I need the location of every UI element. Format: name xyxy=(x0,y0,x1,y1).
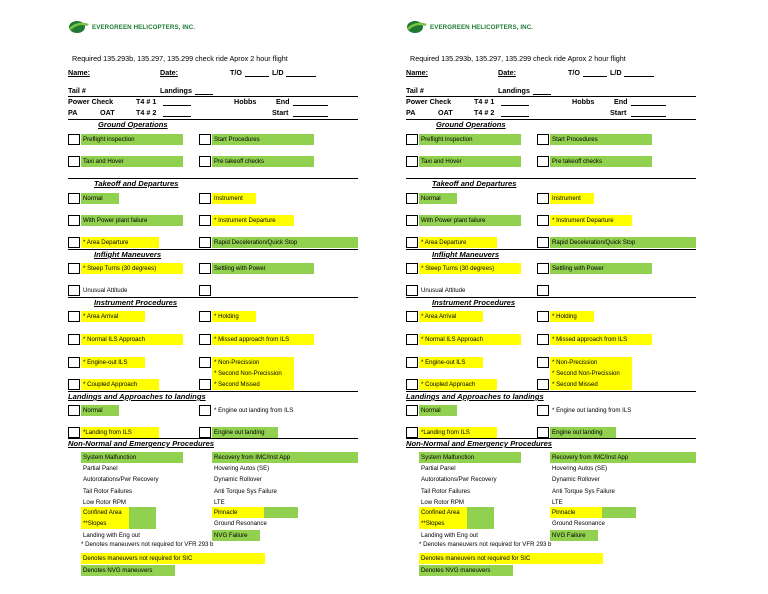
section-landings: Landings and Approaches to landings xyxy=(68,392,206,401)
checkbox-landing-ils[interactable] xyxy=(68,427,80,438)
pinnacle-green-block xyxy=(602,507,636,518)
t4-1-field[interactable] xyxy=(163,105,191,106)
date-label: Date: xyxy=(498,68,516,77)
takeoff-field[interactable] xyxy=(245,76,269,77)
item-dynamic-rollover: Dynamic Rollover xyxy=(214,476,262,483)
t4-1-field[interactable] xyxy=(501,105,529,106)
item-second-non-precision: * Second Non-Precission xyxy=(550,368,632,379)
item-taxi: Taxi and Hover xyxy=(81,156,183,167)
checkbox-engine-out-landing[interactable] xyxy=(537,427,549,438)
t4-2-label: T4 # 2 xyxy=(136,108,157,117)
item-engine-out-landing-ils: * Engine out landing from ILS xyxy=(214,407,294,414)
checkride-form-right xyxy=(406,16,696,578)
checkbox-coupled-approach[interactable] xyxy=(68,379,80,390)
hobbs-start-label: Start xyxy=(610,108,627,117)
item-landing-ils: *Landing from ILS xyxy=(81,427,159,438)
power-check-label: Power Check xyxy=(68,97,114,106)
item-hovering-autos: Hovering Autos (SE) xyxy=(552,465,608,472)
section-takeoff: Takeoff and Departures xyxy=(94,179,179,188)
item-pinnacle: Pinnacle xyxy=(550,507,602,518)
pa-label: PA xyxy=(406,108,416,117)
checkbox-settling[interactable] xyxy=(199,263,211,274)
item-area-arrival: * Area Arrival xyxy=(419,311,483,322)
item-taxi: Taxi and Hover xyxy=(419,156,521,167)
item-unusual-attitude: Unusual Attitude xyxy=(83,287,128,294)
checkbox-normal-takeoff[interactable] xyxy=(68,193,80,204)
checkbox-preflight[interactable] xyxy=(68,134,80,145)
item-landing-ils: *Landing from ILS xyxy=(419,427,497,438)
item-landing-eng-out: Landing with Eng out xyxy=(421,532,478,539)
confined-slopes-green-block xyxy=(129,507,156,529)
section-inflight: Inflight Maneuvers xyxy=(432,250,500,259)
requirement-line: Required 135.293b, 135.297, 135.299 check ride Aprox 2 hour flight xyxy=(72,54,288,63)
checkbox-engine-out-ils[interactable] xyxy=(406,357,418,368)
legend-vfr: * Denotes maneuvers not required for VFR 293 b xyxy=(419,541,552,548)
checkbox-steep-turns[interactable] xyxy=(406,263,418,274)
item-instrument-takeoff: Instrument xyxy=(550,193,594,204)
checkbox-area-departure[interactable] xyxy=(406,237,418,248)
item-rapid-deceleration: Rapid Deceleration/Quick Stop xyxy=(212,237,358,248)
evergreen-logo-icon xyxy=(68,18,90,36)
checkbox-instrument-departure[interactable] xyxy=(199,215,211,226)
checkbox-area-arrival[interactable] xyxy=(68,311,80,322)
landing-field[interactable] xyxy=(286,76,316,77)
hobbs-end-label: End xyxy=(276,97,290,106)
landing-field[interactable] xyxy=(624,76,654,77)
hobbs-label: Hobbs xyxy=(234,97,257,106)
item-power-plant-failure: With Power plant failure xyxy=(81,215,183,226)
item-pinnacle: Pinnacle xyxy=(212,507,264,518)
item-steep-turns: * Steep Turns (30 degrees) xyxy=(419,263,521,274)
section-instrument: Instrument Procedures xyxy=(94,298,178,307)
section-inflight: Inflight Maneuvers xyxy=(94,250,162,259)
checkbox-normal-takeoff[interactable] xyxy=(406,193,418,204)
checkbox-holding[interactable] xyxy=(199,311,211,322)
hobbs-start-field[interactable] xyxy=(631,116,666,117)
item-settling: Settling with Power xyxy=(212,263,314,274)
item-normal-takeoff: Normal xyxy=(81,193,119,204)
company-name: EVERGREEN HELICOPTERS, INC. xyxy=(92,24,196,31)
checkbox-normal-landing[interactable] xyxy=(68,405,80,416)
item-non-precision: * Non-Precission xyxy=(550,357,632,368)
checkbox-instrument-takeoff[interactable] xyxy=(537,193,549,204)
item-pretakeoff: Pre takeoff checks xyxy=(212,156,314,167)
item-holding: * Holding xyxy=(550,311,594,322)
section-landings: Landings and Approaches to landings xyxy=(406,392,544,401)
oat-label: OAT xyxy=(100,108,115,117)
checkbox-area-arrival[interactable] xyxy=(406,311,418,322)
checkbox-engine-out-landing[interactable] xyxy=(199,427,211,438)
item-instrument-takeoff: Instrument xyxy=(212,193,256,204)
item-coupled-approach: * Coupled Approach xyxy=(81,379,159,390)
checkbox-normal-landing[interactable] xyxy=(406,405,418,416)
checkbox-blank[interactable] xyxy=(537,285,549,296)
checkbox-taxi[interactable] xyxy=(68,156,80,167)
item-settling: Settling with Power xyxy=(550,263,652,274)
item-slopes: **Slopes xyxy=(81,518,129,529)
hobbs-end-field[interactable] xyxy=(293,105,328,106)
item-non-precision: * Non-Precission xyxy=(212,357,294,368)
legend-nvg: Denotes NVG maneuvers xyxy=(419,565,513,576)
item-lte: LTE xyxy=(552,499,563,506)
item-steep-turns: * Steep Turns (30 degrees) xyxy=(81,263,183,274)
item-missed-ils: * Missed approach from ILS xyxy=(550,334,652,345)
checkbox-blank[interactable] xyxy=(199,285,211,296)
item-engine-out-ils: * Engine-out ILS xyxy=(419,357,483,368)
item-engine-out-landing-ils: * Engine out landing from ILS xyxy=(552,407,632,414)
item-partial-panel: Partial Panel xyxy=(83,465,118,472)
item-system-malfunction: System Malfunction xyxy=(81,452,183,463)
landings-field[interactable] xyxy=(195,94,213,95)
takeoff-label: T/O xyxy=(230,68,242,77)
checkbox-engine-out-landing-ils[interactable] xyxy=(537,405,549,416)
item-area-departure: * Area Departure xyxy=(81,237,159,248)
t4-2-field[interactable] xyxy=(501,116,529,117)
checkbox-pretakeoff[interactable] xyxy=(537,156,549,167)
item-preflight: Preflight inspection xyxy=(81,134,183,145)
requirement-line: Required 135.293b, 135.297, 135.299 check ride Aprox 2 hour flight xyxy=(410,54,626,63)
checkbox-non-precision[interactable] xyxy=(537,357,549,368)
section-emergency: Non-Normal and Emergency Procedures xyxy=(406,439,553,448)
checkbox-pretakeoff[interactable] xyxy=(199,156,211,167)
checkbox-start-procedures[interactable] xyxy=(199,134,211,145)
hobbs-end-field[interactable] xyxy=(631,105,666,106)
checkbox-coupled-approach[interactable] xyxy=(406,379,418,390)
item-partial-panel: Partial Panel xyxy=(421,465,456,472)
checkbox-power-plant-failure[interactable] xyxy=(406,215,418,226)
item-holding: * Holding xyxy=(212,311,256,322)
item-rapid-deceleration: Rapid Deceleration/Quick Stop xyxy=(550,237,696,248)
checkbox-taxi[interactable] xyxy=(406,156,418,167)
name-label: Name: xyxy=(406,68,428,77)
t4-2-field[interactable] xyxy=(163,116,191,117)
item-low-rotor-rpm: Low Rotor RPM xyxy=(83,499,127,506)
checkbox-holding[interactable] xyxy=(537,311,549,322)
item-pretakeoff: Pre takeoff checks xyxy=(550,156,652,167)
item-second-missed: * Second Missed xyxy=(212,379,294,390)
checkbox-missed-ils[interactable] xyxy=(537,334,549,345)
item-second-missed: * Second Missed xyxy=(550,379,632,390)
item-engine-out-ils: * Engine-out ILS xyxy=(81,357,145,368)
item-recovery-imc: Recovery from IMC/Inst App xyxy=(212,452,358,463)
item-area-departure: * Area Departure xyxy=(419,237,497,248)
hobbs-label: Hobbs xyxy=(572,97,595,106)
item-normal-takeoff: Normal xyxy=(419,193,457,204)
item-unusual-attitude: Unusual Attitude xyxy=(421,287,466,294)
checkbox-non-precision[interactable] xyxy=(199,357,211,368)
checkbox-landing-ils[interactable] xyxy=(406,427,418,438)
oat-label: OAT xyxy=(438,108,453,117)
evergreen-logo-icon xyxy=(406,18,428,36)
checkride-form-left xyxy=(68,16,358,578)
item-low-rotor-rpm: Low Rotor RPM xyxy=(421,499,465,506)
item-tail-rotor: Tail Rotor Failures xyxy=(83,488,133,495)
section-instrument: Instrument Procedures xyxy=(432,298,516,307)
checkbox-missed-ils[interactable] xyxy=(199,334,211,345)
confined-slopes-green-block xyxy=(467,507,494,529)
item-hovering-autos: Hovering Autos (SE) xyxy=(214,465,270,472)
item-autorotations: Autorotations/Pwr Recovery xyxy=(421,476,497,483)
takeoff-field[interactable] xyxy=(583,76,607,77)
section-emergency: Non-Normal and Emergency Procedures xyxy=(68,439,215,448)
item-instrument-departure: * Instrument Departure xyxy=(550,215,632,226)
section-takeoff: Takeoff and Departures xyxy=(432,179,517,188)
checkbox-second-missed[interactable] xyxy=(199,379,211,390)
checkbox-engine-out-ils[interactable] xyxy=(68,357,80,368)
section-ground-operations: Ground Operations xyxy=(436,120,506,129)
item-nvg-failure: NVG Failure xyxy=(550,530,598,541)
date-label: Date: xyxy=(160,68,178,77)
item-start-procedures: Start Procedures xyxy=(550,134,652,145)
pinnacle-green-block xyxy=(264,507,298,518)
power-check-label: Power Check xyxy=(406,97,452,106)
hobbs-start-field[interactable] xyxy=(293,116,328,117)
hobbs-end-label: End xyxy=(614,97,628,106)
item-confined-area: Confined Area xyxy=(419,507,467,518)
item-anti-torque: Anti Torque Sys Failure xyxy=(552,488,615,495)
legend-sic: Denotes maneuvers not required for SIC xyxy=(419,553,603,564)
checkbox-instrument-departure[interactable] xyxy=(537,215,549,226)
item-slopes: **Slopes xyxy=(419,518,467,529)
checkbox-engine-out-landing-ils[interactable] xyxy=(199,405,211,416)
item-tail-rotor: Tail Rotor Failures xyxy=(421,488,471,495)
pa-label: PA xyxy=(68,108,78,117)
item-autorotations: Autorotations/Pwr Recovery xyxy=(83,476,159,483)
section-ground-operations: Ground Operations xyxy=(98,120,168,129)
checkbox-unusual-attitude[interactable] xyxy=(406,285,418,296)
landings-label: Landings xyxy=(160,86,192,95)
item-normal-landing: Normal xyxy=(81,405,119,416)
landings-field[interactable] xyxy=(533,94,551,95)
t4-1-label: T4 # 1 xyxy=(474,97,495,106)
checkbox-start-procedures[interactable] xyxy=(537,134,549,145)
legend-sic: Denotes maneuvers not required for SIC xyxy=(81,553,265,564)
item-second-non-precision: * Second Non-Precission xyxy=(212,368,294,379)
legend-vfr: * Denotes maneuvers not required for VFR 293 b xyxy=(81,541,214,548)
item-ground-resonance: Ground Resonance xyxy=(214,520,267,527)
item-system-malfunction: System Malfunction xyxy=(419,452,521,463)
checkbox-preflight[interactable] xyxy=(406,134,418,145)
item-nvg-failure: NVG Failure xyxy=(212,530,260,541)
item-power-plant-failure: With Power plant failure xyxy=(419,215,521,226)
name-label: Name: xyxy=(68,68,90,77)
takeoff-label: T/O xyxy=(568,68,580,77)
item-landing-eng-out: Landing with Eng out xyxy=(83,532,140,539)
landing-label: L/D xyxy=(610,68,622,77)
item-recovery-imc: Recovery from IMC/Inst App xyxy=(550,452,696,463)
item-preflight: Preflight inspection xyxy=(419,134,521,145)
item-coupled-approach: * Coupled Approach xyxy=(419,379,497,390)
item-normal-ils: * Normal ILS Approach xyxy=(81,334,183,345)
checkbox-power-plant-failure[interactable] xyxy=(68,215,80,226)
item-start-procedures: Start Procedures xyxy=(212,134,314,145)
item-missed-ils: * Missed approach from ILS xyxy=(212,334,314,345)
item-normal-landing: Normal xyxy=(419,405,457,416)
legend-nvg: Denotes NVG maneuvers xyxy=(81,565,175,576)
tail-label: Tail # xyxy=(68,86,86,95)
item-engine-out-landing: Engine out landing xyxy=(550,427,616,438)
checkbox-rapid-deceleration[interactable] xyxy=(199,237,211,248)
item-anti-torque: Anti Torque Sys Failure xyxy=(214,488,277,495)
item-dynamic-rollover: Dynamic Rollover xyxy=(552,476,600,483)
checkbox-second-missed[interactable] xyxy=(537,379,549,390)
t4-1-label: T4 # 1 xyxy=(136,97,157,106)
tail-label: Tail # xyxy=(406,86,424,95)
item-ground-resonance: Ground Resonance xyxy=(552,520,605,527)
company-name: EVERGREEN HELICOPTERS, INC. xyxy=(430,24,534,31)
t4-2-label: T4 # 2 xyxy=(474,108,495,117)
item-lte: LTE xyxy=(214,499,225,506)
checkbox-normal-ils[interactable] xyxy=(68,334,80,345)
item-instrument-departure: * Instrument Departure xyxy=(212,215,294,226)
item-confined-area: Confined Area xyxy=(81,507,129,518)
checkbox-rapid-deceleration[interactable] xyxy=(537,237,549,248)
item-area-arrival: * Area Arrival xyxy=(81,311,145,322)
checkbox-settling[interactable] xyxy=(537,263,549,274)
checkbox-steep-turns[interactable] xyxy=(68,263,80,274)
item-normal-ils: * Normal ILS Approach xyxy=(419,334,521,345)
landings-label: Landings xyxy=(498,86,530,95)
item-engine-out-landing: Engine out landing xyxy=(212,427,278,438)
checkbox-unusual-attitude[interactable] xyxy=(68,285,80,296)
landing-label: L/D xyxy=(272,68,284,77)
checkbox-area-departure[interactable] xyxy=(68,237,80,248)
checkbox-normal-ils[interactable] xyxy=(406,334,418,345)
checkbox-instrument-takeoff[interactable] xyxy=(199,193,211,204)
hobbs-start-label: Start xyxy=(272,108,289,117)
